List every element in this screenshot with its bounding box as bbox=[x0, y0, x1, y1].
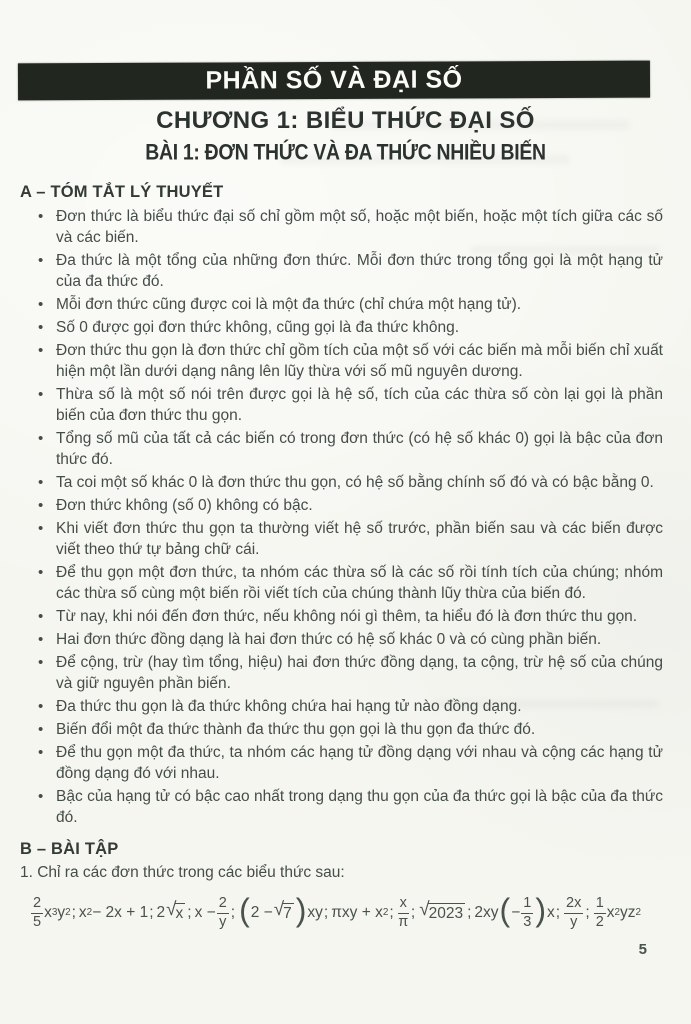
math-text: x bbox=[44, 904, 52, 921]
radicand: 2023 bbox=[428, 905, 464, 922]
theory-bullet: • Để thu gọn một đơn thức, ta nhóm các thừa số là các số rồi tính tích của chúng; nhóm các thừa số cùng một biến rồi viết tích của chúng thành lũy thừa của biến đó. bbox=[36, 562, 663, 604]
fraction-denominator: π bbox=[398, 914, 409, 930]
math-parenthesis: ) bbox=[295, 892, 307, 929]
fraction-numerator: 1 bbox=[594, 896, 606, 914]
math-square-root bbox=[273, 899, 294, 923]
part-title-banner bbox=[18, 61, 650, 101]
math-fraction bbox=[217, 896, 229, 930]
fraction-denominator: 3 bbox=[523, 914, 532, 930]
radical-sign-icon: √ bbox=[273, 899, 285, 920]
theory-bullet: • Đa thức là một tổng của những đơn thức. Mỗi đơn thức trong tổng gọi là một hạng tử của đa thức đó. bbox=[36, 250, 663, 292]
radicand: 7 bbox=[283, 905, 292, 922]
theory-bullet: • Thừa số là một số nói trên được gọi là hệ số, tích của các thừa số còn lại gọi là phần biến của đơn thức thu gọn. bbox=[36, 384, 663, 426]
chapter-title: CHƯƠNG 1: BIỂU THỨC ĐẠI SỐ bbox=[156, 107, 535, 134]
theory-section-heading: A – TÓM TẮT LÝ THUYẾT bbox=[20, 183, 224, 201]
math-text: xy bbox=[307, 904, 323, 921]
math-fraction bbox=[594, 896, 606, 930]
theory-bullet: • Từ nay, khi nói đến đơn thức, nếu không nói gì thêm, ta hiểu đó là đơn thức thu gọn. bbox=[36, 606, 663, 627]
fraction-numerator: x bbox=[398, 896, 409, 914]
radical-sign-icon: √ bbox=[419, 899, 430, 920]
theory-bullet-list bbox=[36, 206, 663, 830]
math-expression bbox=[238, 892, 323, 929]
math-text: 2 − bbox=[250, 904, 273, 921]
fraction-numerator: 1 bbox=[521, 896, 533, 914]
math-square-root bbox=[166, 899, 185, 923]
page-number: 5 bbox=[638, 941, 647, 958]
lesson-title: BÀI 1: ĐƠN THỨC VÀ ĐA THỨC NHIỀU BIẾN bbox=[145, 140, 546, 166]
math-separator: ; bbox=[187, 904, 192, 921]
radicand: x bbox=[175, 905, 184, 922]
theory-bullet: • Số 0 được gọi đơn thức không, cũng gọi là đa thức không. bbox=[36, 317, 663, 338]
fraction-numerator: 2x bbox=[564, 896, 583, 914]
theory-bullet: • Khi viết đơn thức thu gọn ta thường viết hệ số trước, phần biến sau và các biến được viết theo thứ tự bảng chữ cái. bbox=[36, 518, 663, 560]
math-text: yz bbox=[620, 904, 636, 921]
math-fraction bbox=[521, 896, 533, 930]
fraction-numerator: 2 bbox=[31, 896, 43, 914]
theory-bullet: • Đơn thức không (số 0) không có bậc. bbox=[36, 495, 663, 516]
math-expression: πxy + x 2 bbox=[331, 904, 389, 921]
math-expression bbox=[397, 896, 410, 930]
theory-bullet: • Tổng số mũ của tất cả các biến có trong đơn thức (có hệ số khác 0) gọi là bậc của đơn thức đó. bbox=[36, 428, 663, 470]
theory-bullet: • Biến đổi một đa thức thành đa thức thu gọn gọi là thu gọn đa thức đó. bbox=[36, 719, 663, 740]
math-text: πxy + x bbox=[331, 904, 383, 921]
math-text: x bbox=[78, 904, 87, 921]
math-expression: $\frac{2}{5}$ x 3 y 2 bbox=[33, 894, 71, 930]
math-separator: ; bbox=[230, 904, 236, 921]
expression-list bbox=[30, 882, 675, 944]
math-separator: ; bbox=[323, 904, 329, 921]
math-expression bbox=[195, 896, 230, 930]
math-expression: x 2 − 2x + 1 bbox=[78, 904, 149, 921]
theory-bullet: • Để cộng, trừ (hay tìm tổng, hiệu) hai đơn thức đồng dạng, ta cộng, trừ hệ số của chúng và giữ nguyên phần biến. bbox=[36, 652, 663, 694]
math-separator: ; bbox=[410, 904, 416, 921]
theory-bullet: • Bậc của hạng tử có bậc cao nhất trong dạng thu gọn của đa thức gọi là bậc của đa thức đó. bbox=[36, 786, 663, 828]
math-text: 2xy bbox=[474, 904, 499, 921]
fraction-numerator: 2 bbox=[217, 896, 229, 914]
math-separator: ; bbox=[149, 904, 154, 921]
math-expression bbox=[156, 899, 187, 923]
math-text: x bbox=[546, 904, 555, 921]
math-expression: $\frac{1}{2}$ x 2 yz 2 bbox=[595, 894, 642, 930]
math-square-root bbox=[419, 899, 465, 923]
problem-1-statement: 1. Chỉ ra các đơn thức trong các biểu thức sau: bbox=[20, 864, 345, 881]
part-title: PHẦN SỐ VÀ ĐẠI SỐ bbox=[205, 65, 463, 95]
math-text: 2 bbox=[156, 904, 166, 921]
radical-sign-icon: √ bbox=[166, 899, 177, 920]
fraction-denominator: 2 bbox=[595, 914, 604, 930]
math-separator: ; bbox=[389, 904, 394, 921]
fraction-denominator: 5 bbox=[33, 914, 42, 930]
math-parenthesis: ) bbox=[535, 892, 546, 929]
math-separator: ; bbox=[467, 904, 472, 921]
math-expression bbox=[418, 899, 466, 923]
fraction-denominator: y bbox=[570, 914, 578, 930]
math-text: x − bbox=[194, 904, 216, 921]
math-separator: ; bbox=[71, 904, 76, 921]
theory-bullet: • Đơn thức thu gọn là đơn thức chỉ gồm tích của một số với các biến mà mỗi biến chỉ xuất hiện một lần dưới dạng nâng lên lũy thừa với số mũ nguyên dương. bbox=[36, 340, 663, 382]
math-separator: ; bbox=[555, 904, 561, 921]
theory-bullet: • Ta coi một số khác 0 là đơn thức thu gọn, có hệ số bằng chính số đó và có bậc bằng 0. bbox=[36, 472, 663, 493]
math-fraction bbox=[31, 896, 43, 930]
math-fraction bbox=[398, 896, 409, 930]
fraction-denominator: y bbox=[219, 914, 227, 930]
exercises-section-heading: B – BÀI TẬP bbox=[20, 840, 119, 858]
theory-bullet: • Hai đơn thức đồng dạng là hai đơn thức có hệ số khác 0 và có cùng phần biến. bbox=[36, 629, 663, 650]
math-text: − bbox=[511, 904, 521, 921]
theory-bullet: • Mỗi đơn thức cũng được coi là một đa thức (chỉ chứa một hạng tử). bbox=[36, 294, 663, 315]
math-text: x bbox=[606, 904, 615, 921]
theory-bullet: • Đơn thức là biểu thức đại số chỉ gồm một số, hoặc một biến, hoặc một tích giữa các số và các biến. bbox=[36, 206, 663, 248]
math-text: y bbox=[57, 904, 66, 921]
math-separator: ; bbox=[585, 904, 590, 921]
math-expression bbox=[563, 896, 584, 930]
theory-bullet: • Đa thức thu gọn là đa thức không chứa hai hạng tử nào đồng dạng. bbox=[36, 696, 663, 717]
theory-bullet: • Để thu gọn một đa thức, ta nhóm các hạng tử đồng dạng với nhau và cộng các hạng tử đồng dạng đó với nhau. bbox=[36, 742, 663, 784]
math-parenthesis: ( bbox=[239, 892, 250, 929]
math-parenthesis: ( bbox=[499, 892, 511, 929]
math-expression bbox=[474, 892, 555, 930]
math-text: − 2x + 1 bbox=[92, 904, 149, 921]
math-fraction bbox=[564, 896, 583, 930]
